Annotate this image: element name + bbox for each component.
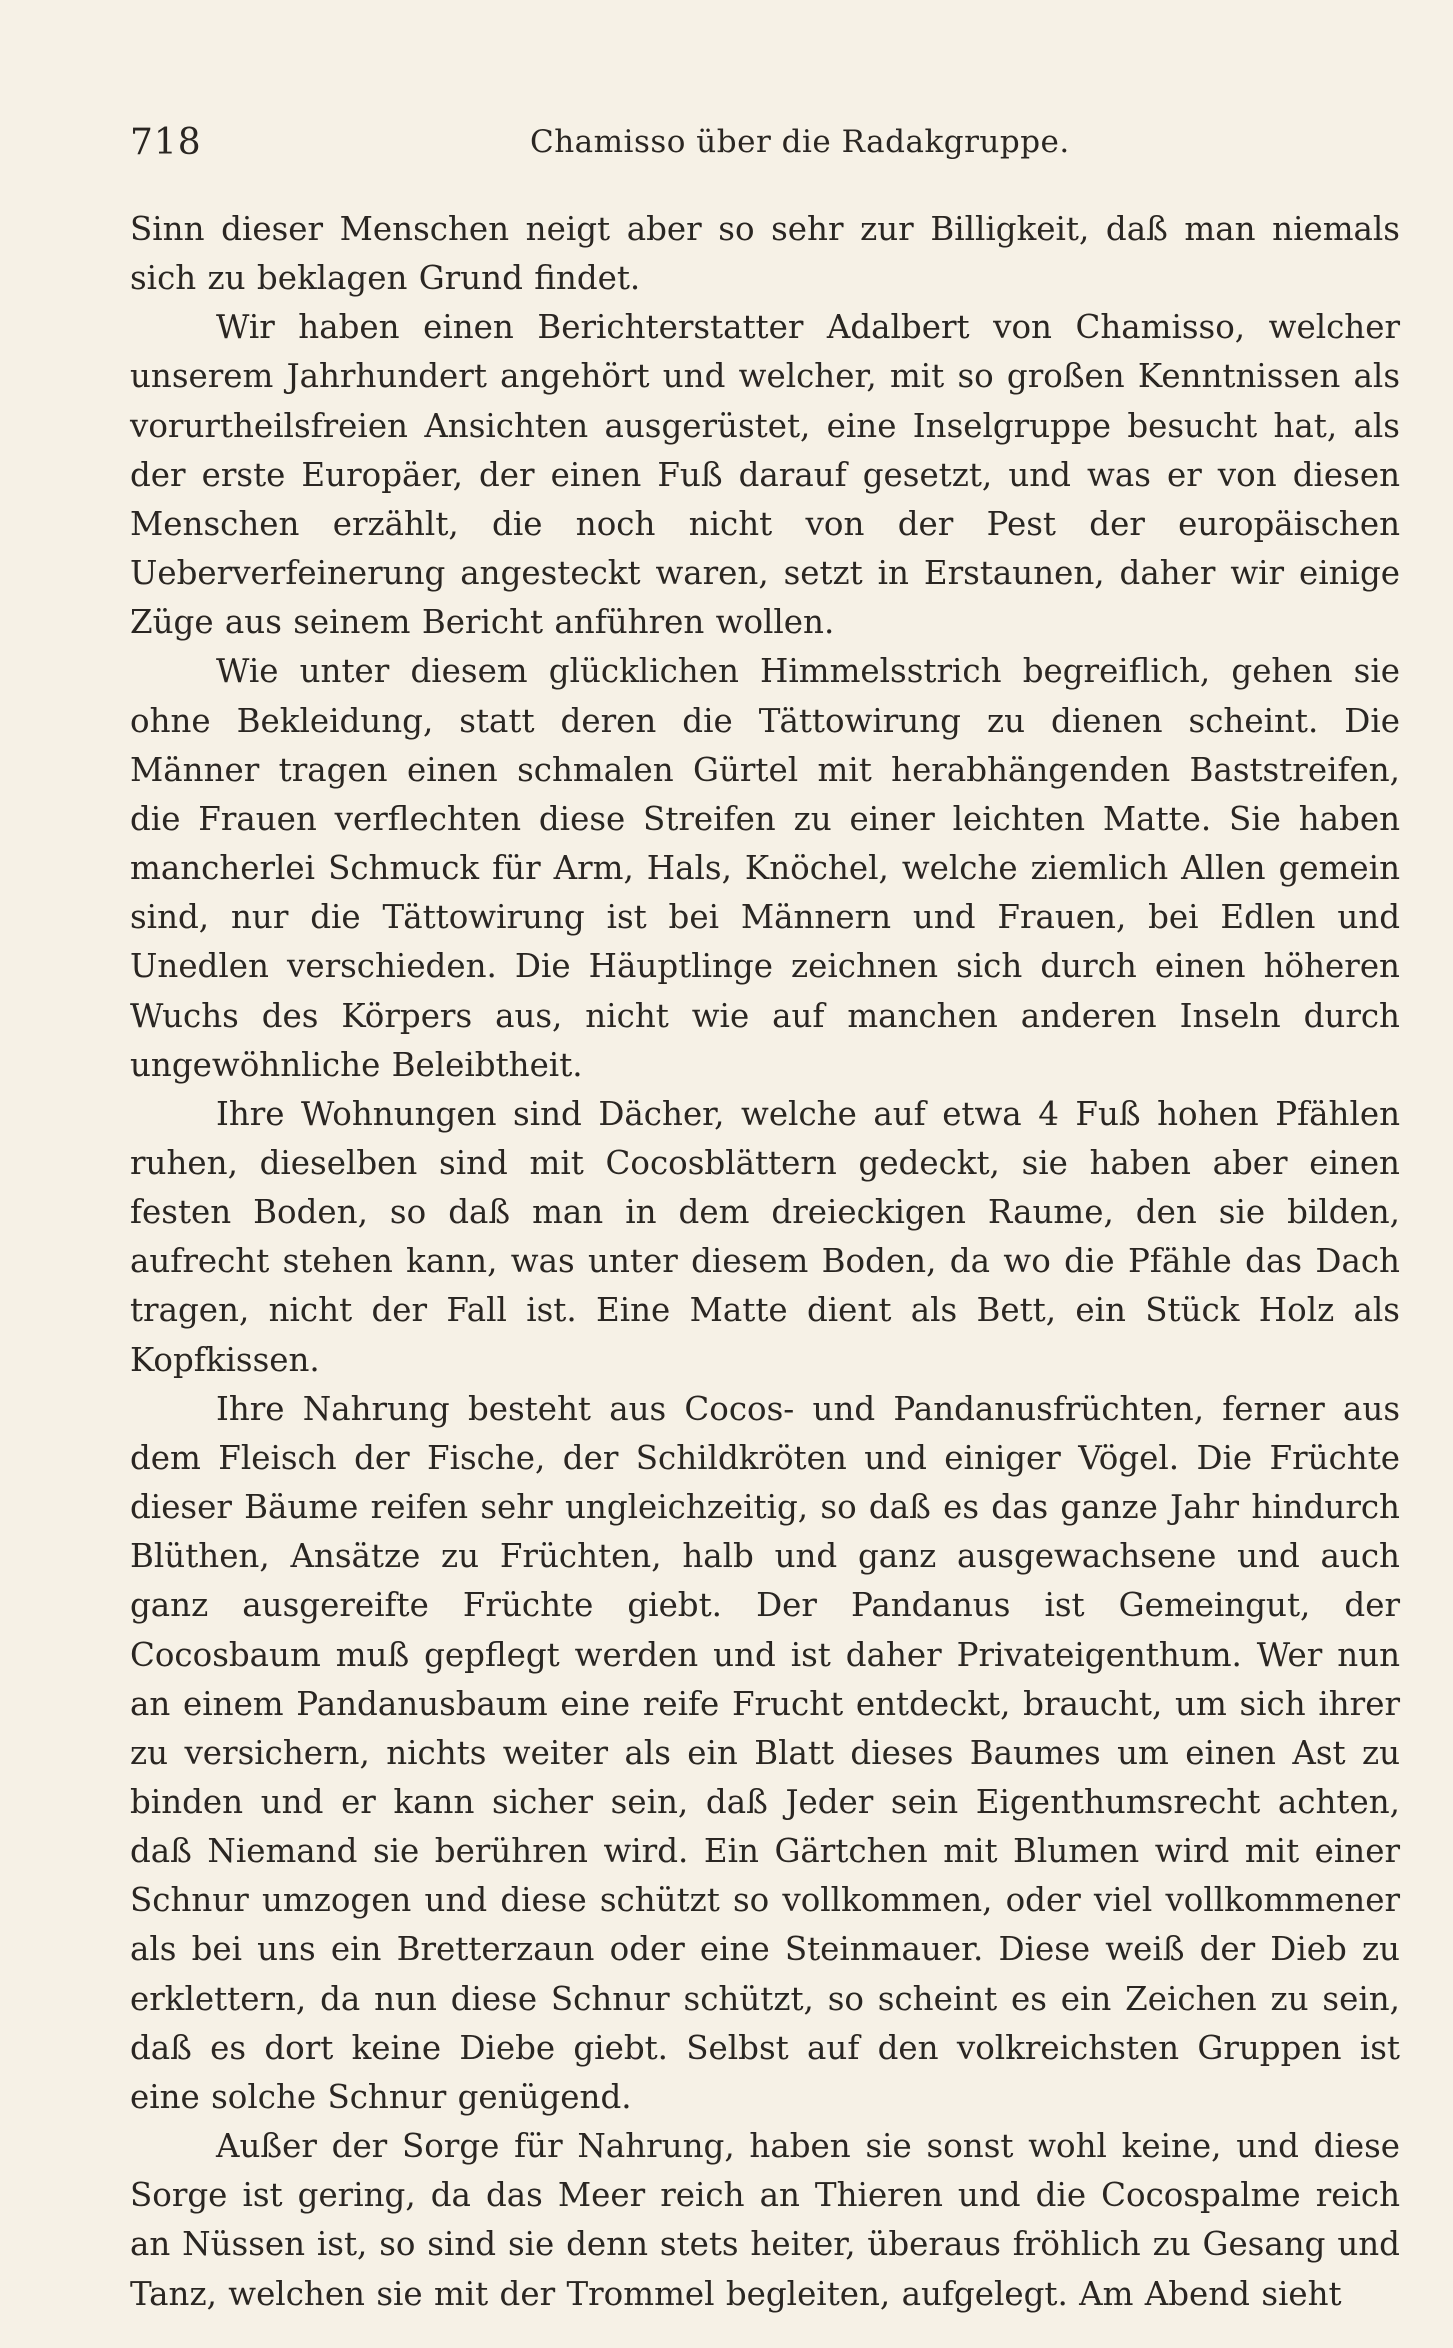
paragraph-clothing: Wie unter diesem glücklichen Himmelsstrich begreiflich, gehen sie ohne Bekleidung, statt deren die Tättowirung zu dienen scheint. Die Männer tragen einen schmalen Gürtel mit herabhängenden Baststreifen, die Frauen verflechten diese Streifen zu einer leichten Matte. Sie haben mancherlei Schmuck für Arm, Hals, Knöchel, welche ziemlich Allen gemein sind, nur die Tättowirung ist bei Männern und Frauen, bei Edlen und Unedlen verschieden. Die Häuptlinge zeichnen sich durch einen höheren Wuchs des Körpers aus, nicht wie auf manchen anderen Inseln durch ungewöhnliche Beleibtheit.: [130, 652, 1400, 1084]
page-header: [130, 112, 1400, 172]
paragraph-cheerfulness: Außer der Sorge für Nahrung, haben sie sonst wohl keine, und diese Sorge ist gering, da das Meer reich an Thieren und die Cocospalme reich an Nüssen ist, so sind sie denn stets heiter, überaus fröhlich zu Gesang und Tanz, welchen sie mit der Trommel begleiten, aufgelegt. Am Abend sieht: [130, 2127, 1400, 2313]
paragraph-continuation: Sinn dieser Menschen neigt aber so sehr zur Billigkeit, daß man niemals sich zu beklagen Grund findet.: [130, 210, 1400, 298]
paragraph-nourishment: Ihre Nahrung besteht aus Cocos- und Pandanusfrüchten, ferner aus dem Fleisch der Fische, der Schildkröten und einiger Vögel. Die Früchte dieser Bäume reifen sehr ungleichzeitig, so daß es das ganze Jahr hindurch Blüthen, Ansätze zu Früchten, halb und ganz ausgewachsene und auch ganz ausgereifte Früchte giebt. Der Pandanus ist Gemeingut, der Cocosbaum muß gepflegt werden und ist daher Privateigenthum. Wer nun an einem Pandanusbaum eine reife Frucht entdeckt, braucht, um sich ihrer zu versichern, nichts weiter als ein Blatt dieses Baumes um einen Ast zu binden und er kann sicher sein, daß Jeder sein Eigenthumsrecht achten, daß Niemand sie berühren wird. Ein Gärtchen mit Blumen wird mit einer Schnur umzogen und diese schützt so vollkommen, oder viel vollkommener als bei uns ein Bretterzaun oder eine Steinmauer. Diese weiß der Dieb zu erklettern, da nun diese Schnur schützt, so scheint es ein Zeichen zu sein, daß es dort keine Diebe giebt. Selbst auf den volkreichsten Gruppen ist eine solche Schnur genügend.: [130, 1389, 1400, 2116]
paragraph-chamisso-report: Wir haben einen Berichterstatter Adalbert von Chamisso, welcher unserem Jahrhundert angehört und welcher, mit so großen Kenntnissen als vorurtheilsfreien Ansichten ausgerüstet, eine Inselgruppe besucht hat, als der erste Europäer, der einen Fuß darauf gesetzt, und was er von diesen Menschen erzählt, die noch nicht von der Pest der europäischen Ueberverfeinerung angesteckt waren, setzt in Erstaunen, daher wir einige Züge aus seinem Bericht anführen wollen.: [130, 308, 1400, 642]
page-number: 718: [130, 122, 202, 163]
running-head: Chamisso über die Radakgruppe.: [530, 124, 1070, 160]
paragraph-dwellings: Ihre Wohnungen sind Dächer, welche auf etwa 4 Fuß hohen Pfählen ruhen, dieselben sind mit Cocosblättern gedeckt, sie haben aber einen festen Boden, so daß man in dem dreieckigen Raume, den sie bilden, aufrecht stehen kann, was unter diesem Boden, da wo die Pfähle das Dach tragen, nicht der Fall ist. Eine Matte dient als Bett, ein Stück Holz als Kopfkissen.: [130, 1094, 1400, 1379]
body-text: [130, 205, 1400, 2319]
